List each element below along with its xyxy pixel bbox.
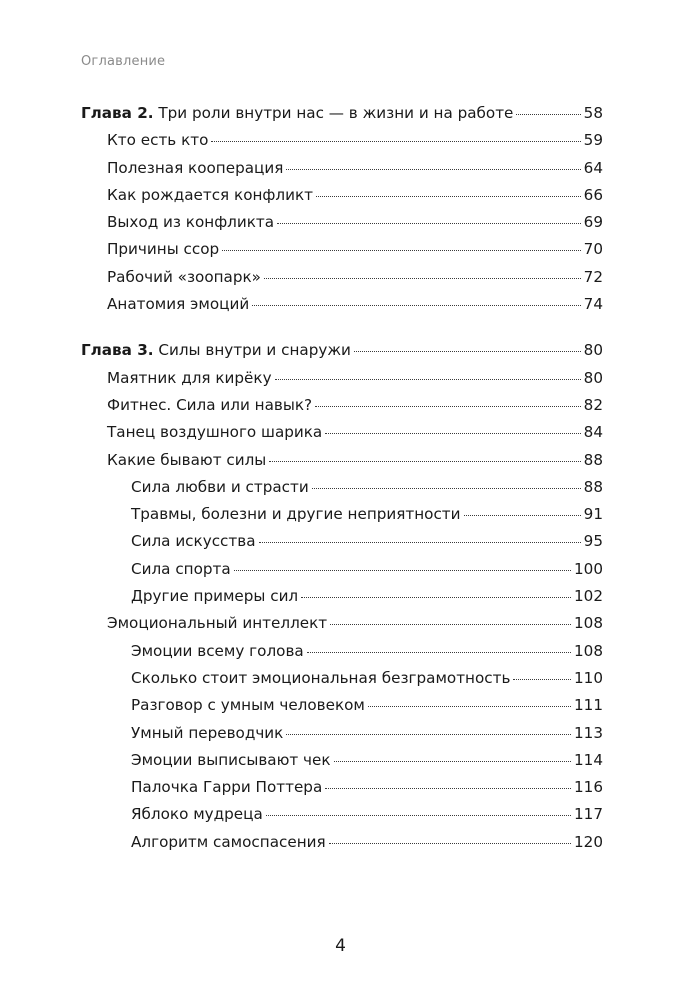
dot-leader [464,515,581,516]
toc-page-number: 102 [574,587,603,606]
toc-entry[interactable] [81,642,603,669]
toc-entry[interactable] [81,369,603,396]
toc-entry-title: Палочка Гарри Поттера [131,778,323,797]
toc-entry-title: Причины ссор [107,240,220,259]
toc-entry-title: Сколько стоит эмоциональная безграмотность [131,668,511,687]
toc-entry[interactable] [81,669,603,696]
toc-page-number: 116 [574,778,603,797]
toc-page-number: 117 [574,805,603,824]
toc-page-number: 84 [583,423,603,442]
toc-page-number: 120 [574,832,603,851]
toc-page-number: 100 [574,559,603,578]
dot-leader [277,223,581,224]
page-number: 4 [335,936,346,956]
dot-leader [222,250,581,251]
toc-page-number: 108 [574,614,603,633]
toc-entry[interactable] [81,451,603,478]
toc-page-number: 111 [574,696,603,715]
toc-entry[interactable] [81,587,603,614]
dot-leader [354,351,581,352]
dot-leader [301,597,571,598]
toc-entry-title: Как рождается конфликт [107,185,313,204]
chapter-title: Силы внутри и снаружи [153,341,351,360]
toc-entry-title: Яблоко мудреца [131,805,263,824]
dot-leader [266,815,571,816]
dot-leader [275,379,581,380]
toc-entry-title: Алгоритм самоспасения [131,832,326,851]
toc-entry-title: Эмоциональный интеллект [107,614,328,633]
toc-entry[interactable] [81,213,603,240]
dot-leader [264,278,581,279]
toc-entry-title [81,104,513,122]
dot-leader [307,652,571,653]
toc-entry-title: Какие бывают силы [107,450,267,469]
toc-entry[interactable] [81,186,603,213]
toc-page-number: 72 [583,267,603,286]
toc-page-number: 59 [583,131,603,150]
toc-entry[interactable] [81,778,603,805]
toc-entry-title: Маятник для кирёку [107,368,272,387]
toc-page-number: 88 [583,477,603,496]
dot-leader [513,679,571,680]
dot-leader [325,433,580,434]
toc-entry[interactable] [81,240,603,267]
dot-leader [325,788,571,789]
toc-entry-title: Сила любви и страсти [131,477,309,496]
toc-chapter-2 [81,104,603,322]
dot-leader [286,734,571,735]
toc-entry-title: Эмоции всему голова [131,641,304,660]
dot-leader [286,169,580,170]
dot-leader [252,305,580,306]
dot-leader [211,141,580,142]
toc-entry[interactable] [81,396,603,423]
toc-entry-title: Эмоции выписывают чек [131,750,331,769]
dot-leader [516,114,580,115]
dot-leader [234,570,571,571]
chapter-title: Три роли внутри нас — в жизни и на работе [153,104,514,122]
toc-page-number: 70 [583,240,603,259]
toc-entry[interactable] [81,505,603,532]
chapter-label: Глава 2. [81,104,154,122]
dot-leader [315,406,581,407]
toc-entry-title: Другие примеры сил [131,587,299,606]
dot-leader [269,461,580,462]
dot-leader [312,488,581,489]
toc-page-number: 66 [583,185,603,204]
toc-entry[interactable] [81,560,603,587]
toc-entry[interactable] [81,724,603,751]
table-of-contents [81,104,603,879]
toc-entry[interactable] [81,478,603,505]
toc-entry[interactable] [81,268,603,295]
toc-chapter-3 [81,341,603,860]
toc-page-number: 58 [583,104,603,122]
dot-leader [259,542,581,543]
toc-page-number: 64 [583,158,603,177]
dot-leader [330,624,571,625]
toc-entry-title: Рабочий «зоопарк» [107,267,261,286]
dot-leader [316,196,581,197]
toc-page-number: 80 [583,368,603,387]
toc-page-number: 82 [583,395,603,414]
toc-entry[interactable] [81,696,603,723]
toc-page-number: 91 [583,505,603,524]
toc-entry-title: Умный переводчик [131,723,284,742]
toc-entry-title: Анатомия эмоций [107,295,250,314]
running-head: Оглавление [81,54,166,69]
toc-entry-chapter-3[interactable] [81,341,603,368]
dot-leader [368,706,571,707]
toc-entry[interactable] [81,131,603,158]
toc-page-number: 74 [583,295,603,314]
toc-entry[interactable] [81,833,603,860]
toc-page-number: 113 [574,723,603,742]
toc-entry[interactable] [81,295,603,322]
toc-entry[interactable] [81,751,603,778]
toc-entry-title: Сила искусства [131,532,256,551]
toc-entry-title: Разговор с умным человеком [131,696,365,715]
dot-leader [334,761,571,762]
toc-entry-title: Полезная кооперация [107,158,284,177]
toc-page-number: 88 [583,450,603,469]
toc-entry-title: Фитнес. Сила или навык? [107,395,313,414]
toc-entry[interactable] [81,805,603,832]
toc-entry-title: Травмы, болезни и другие неприятности [131,505,461,524]
toc-entry[interactable] [81,423,603,450]
toc-entry-title: Кто есть кто [107,131,209,150]
toc-page-number: 110 [574,668,603,687]
toc-page-number: 69 [583,213,603,232]
toc-entry[interactable] [81,159,603,186]
toc-page-number: 114 [574,750,603,769]
chapter-label: Глава 3. [81,341,154,360]
toc-entry-title [81,341,351,359]
toc-page-number: 108 [574,641,603,660]
toc-entry-title: Выход из конфликта [107,213,275,232]
toc-entry[interactable] [81,532,603,559]
toc-entry[interactable] [81,614,603,641]
toc-entry-title: Сила спорта [131,559,231,578]
toc-entry-title: Танец воздушного шарика [107,423,323,442]
dot-leader [329,843,571,844]
toc-page-number: 80 [583,341,603,360]
toc-entry-chapter-2[interactable] [81,104,603,131]
toc-page-number: 95 [583,532,603,551]
